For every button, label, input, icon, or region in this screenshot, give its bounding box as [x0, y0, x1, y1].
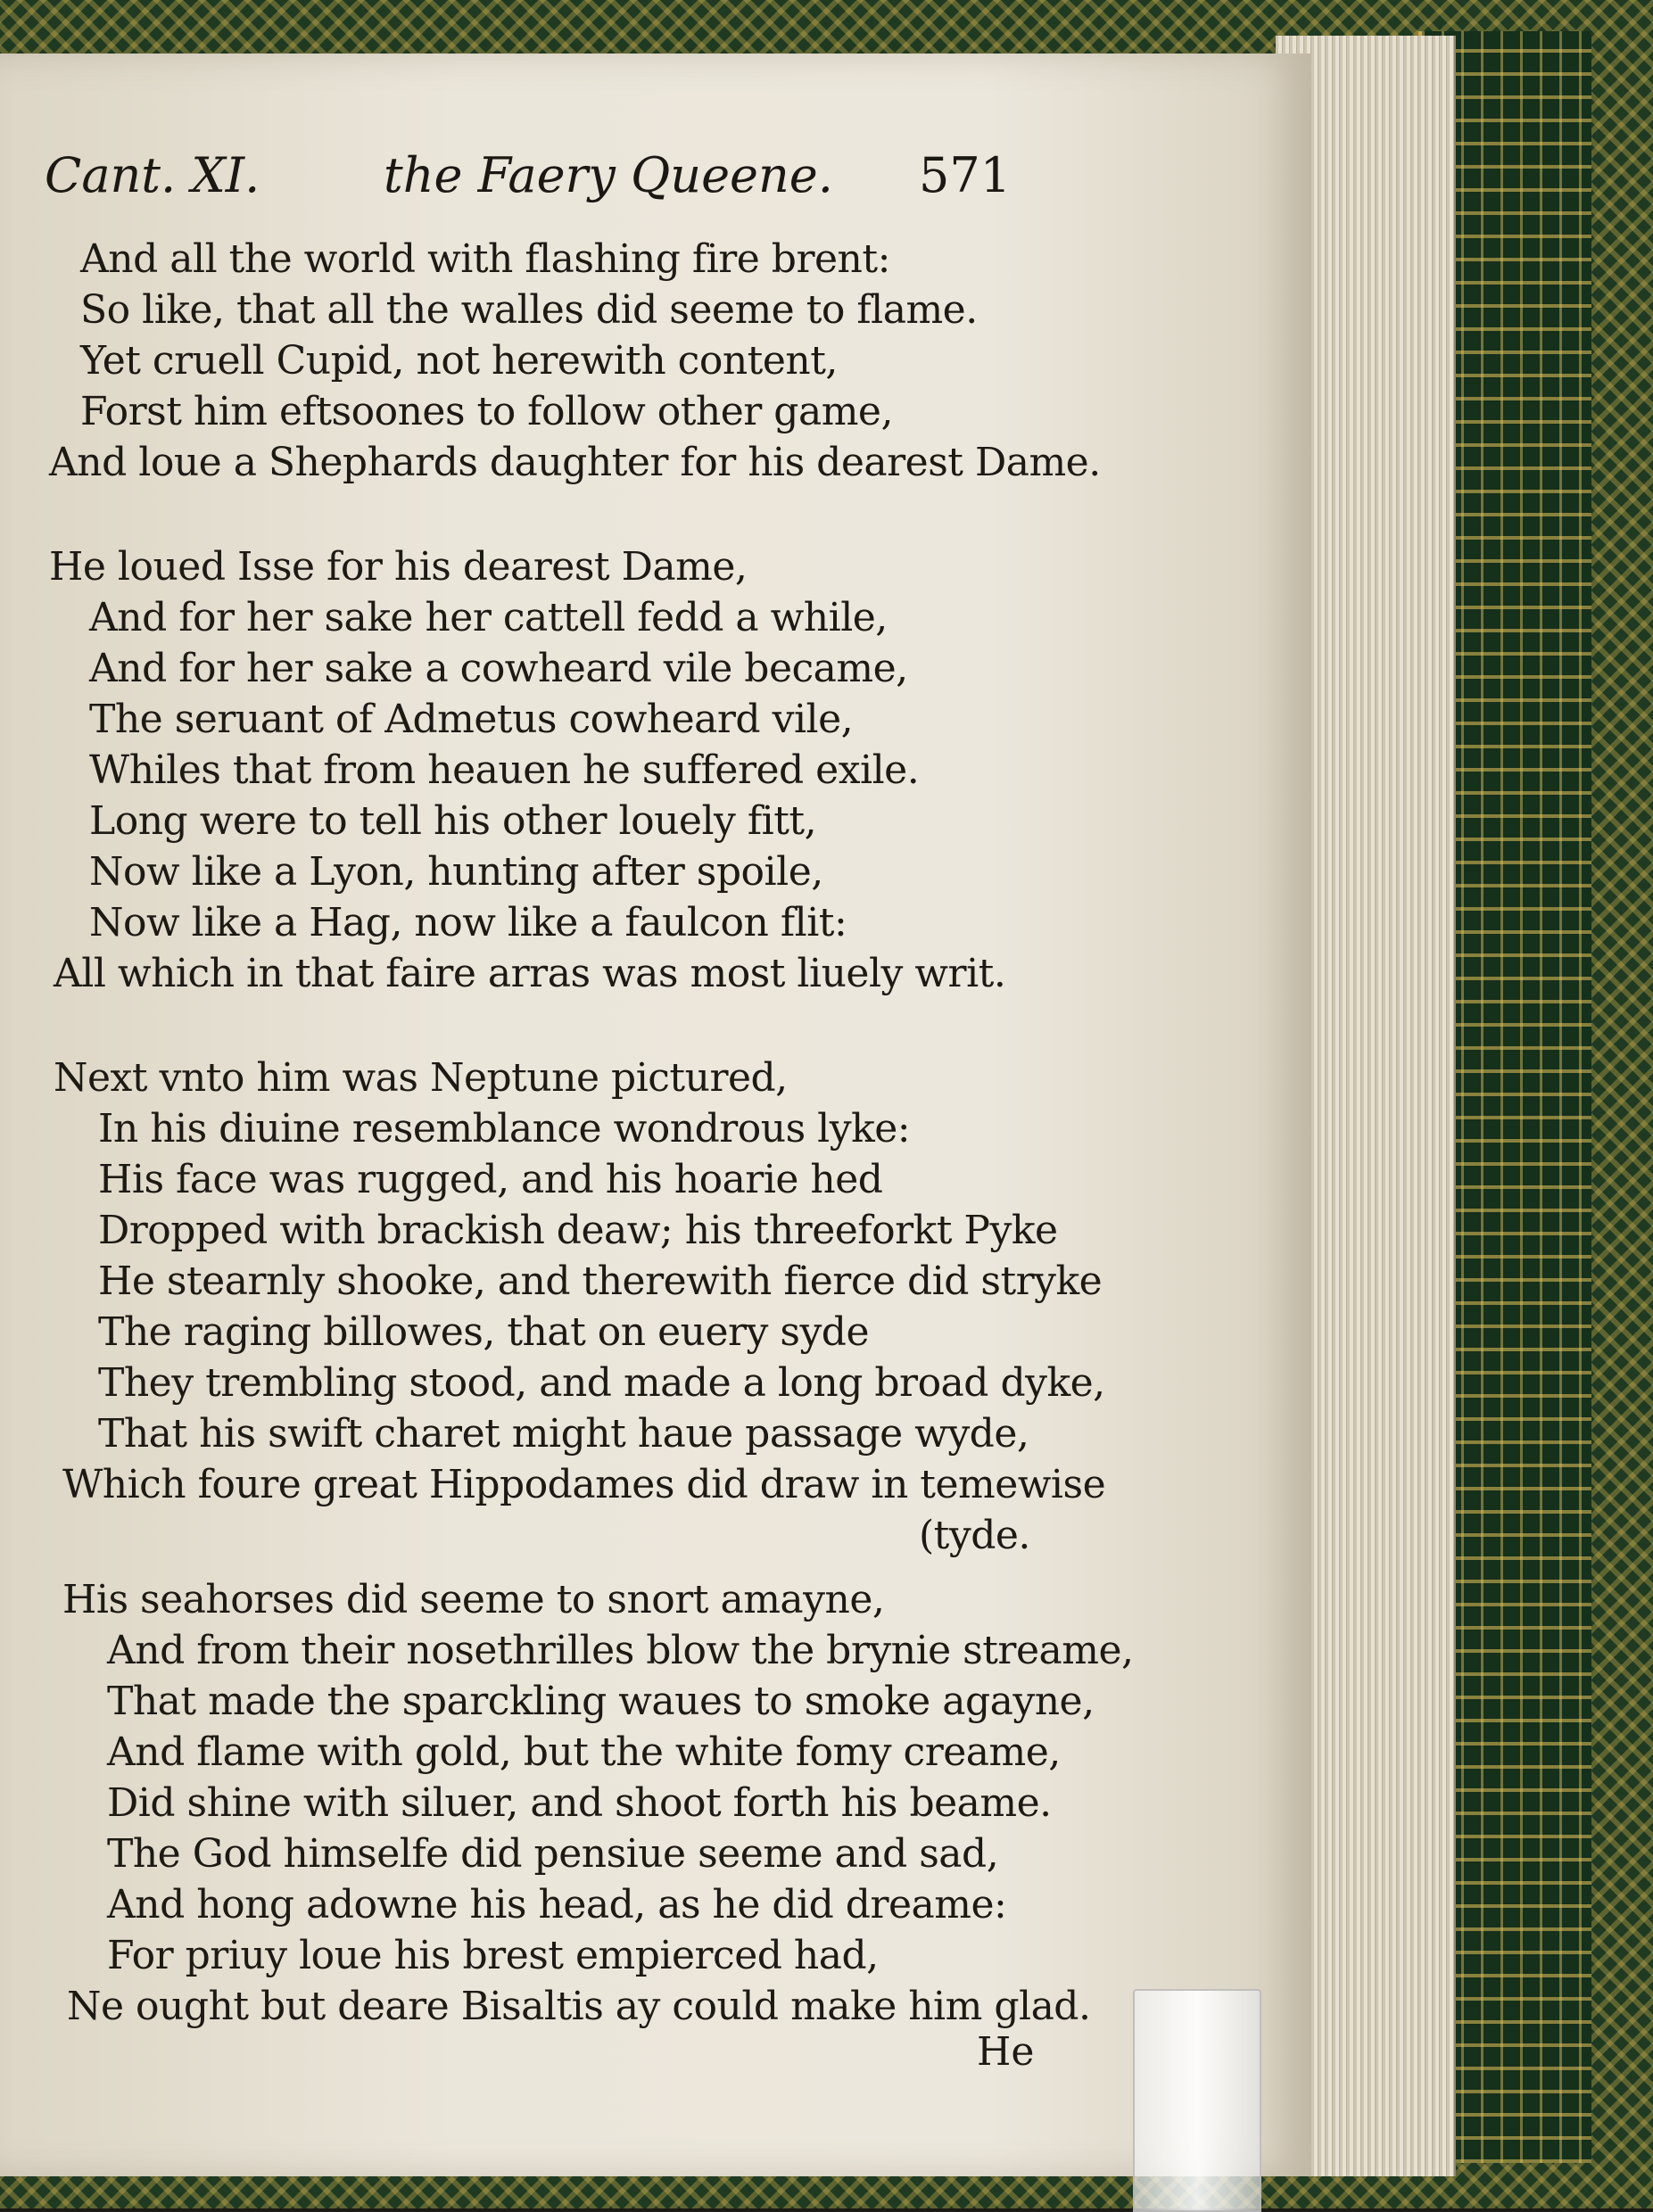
verse-line: And all the world with flashing fire brent: — [80, 236, 890, 282]
verse-line: The seruant of Admetus cowheard vile, — [89, 697, 854, 742]
verse-line: His face was rugged, and his hoarie hed — [98, 1157, 883, 1202]
verse-line: And hong adowne his head, as he did dreame: — [107, 1882, 1007, 1927]
page-clip — [1133, 1989, 1261, 2212]
running-head-canto: Cant. XI. — [45, 147, 260, 203]
page-number: 571 — [919, 147, 1012, 203]
verse-line: Now like a Lyon, hunting after spoile, — [89, 849, 823, 895]
verse-line: His seahorses did seeme to snort amayne, — [62, 1577, 885, 1622]
verse-line: Long were to tell his other louely fitt, — [89, 798, 817, 844]
verse-line: He loued Isse for his dearest Dame, — [49, 544, 748, 590]
verse-line: In his diuine resemblance wondrous lyke: — [98, 1106, 911, 1151]
verse-line: All which in that faire arras was most liuely writ. — [54, 951, 1006, 996]
verse-line: Yet cruell Cupid, not herewith content, — [80, 338, 838, 384]
verse-line: That his swift charet might haue passage wyde, — [98, 1411, 1029, 1457]
verse-line: And flame with gold, but the white fomy creame, — [107, 1729, 1061, 1775]
verse-line: And from their nosethrilles blow the brynie streame, — [107, 1628, 1134, 1673]
verse-line: Which foure great Hippodames did draw in temewise — [62, 1462, 1106, 1507]
verse-line: Dropped with brackish deaw; his threeforkt Pyke — [98, 1208, 1058, 1253]
verse-line: So like, that all the walles did seeme to flame. — [80, 287, 978, 333]
verse-line: The raging billowes, that on euery syde — [98, 1309, 870, 1355]
verse-line: Forst him eftsoones to follow other game, — [80, 389, 893, 434]
verse-line: Now like a Hag, now like a faulcon flit: — [89, 900, 847, 945]
verse-line: For priuy loue his brest empierced had, — [107, 1933, 879, 1978]
catchword: He — [977, 2029, 1035, 2075]
verse-line: Next vnto him was Neptune pictured, — [54, 1055, 788, 1101]
verse-line: And for her sake her cattell fedd a while, — [89, 595, 888, 640]
verse-line: Ne ought but deare Bisaltis ay could make him glad. — [67, 1984, 1091, 2029]
verse-line: He stearnly shooke, and therewith fierce did stryke — [98, 1259, 1103, 1304]
verse-line: The God himselfe did pensiue seeme and sad, — [107, 1831, 999, 1877]
verse-line: They trembling stood, and made a long broad dyke, — [98, 1360, 1105, 1406]
running-head-title: the Faery Queene. — [384, 147, 833, 203]
verse-line: And for her sake a cowheard vile became, — [89, 646, 908, 691]
verse-line: And loue a Shephards daughter for his dearest Dame. — [49, 440, 1101, 485]
verse-line: That made the sparckling waues to smoke agayne, — [107, 1679, 1095, 1724]
verse-line: Did shine with siluer, and shoot forth his beame. — [107, 1780, 1052, 1826]
verse-line-turnover: (tyde. — [919, 1513, 1030, 1558]
verse-line: Whiles that from heauen he suffered exile. — [89, 747, 920, 793]
